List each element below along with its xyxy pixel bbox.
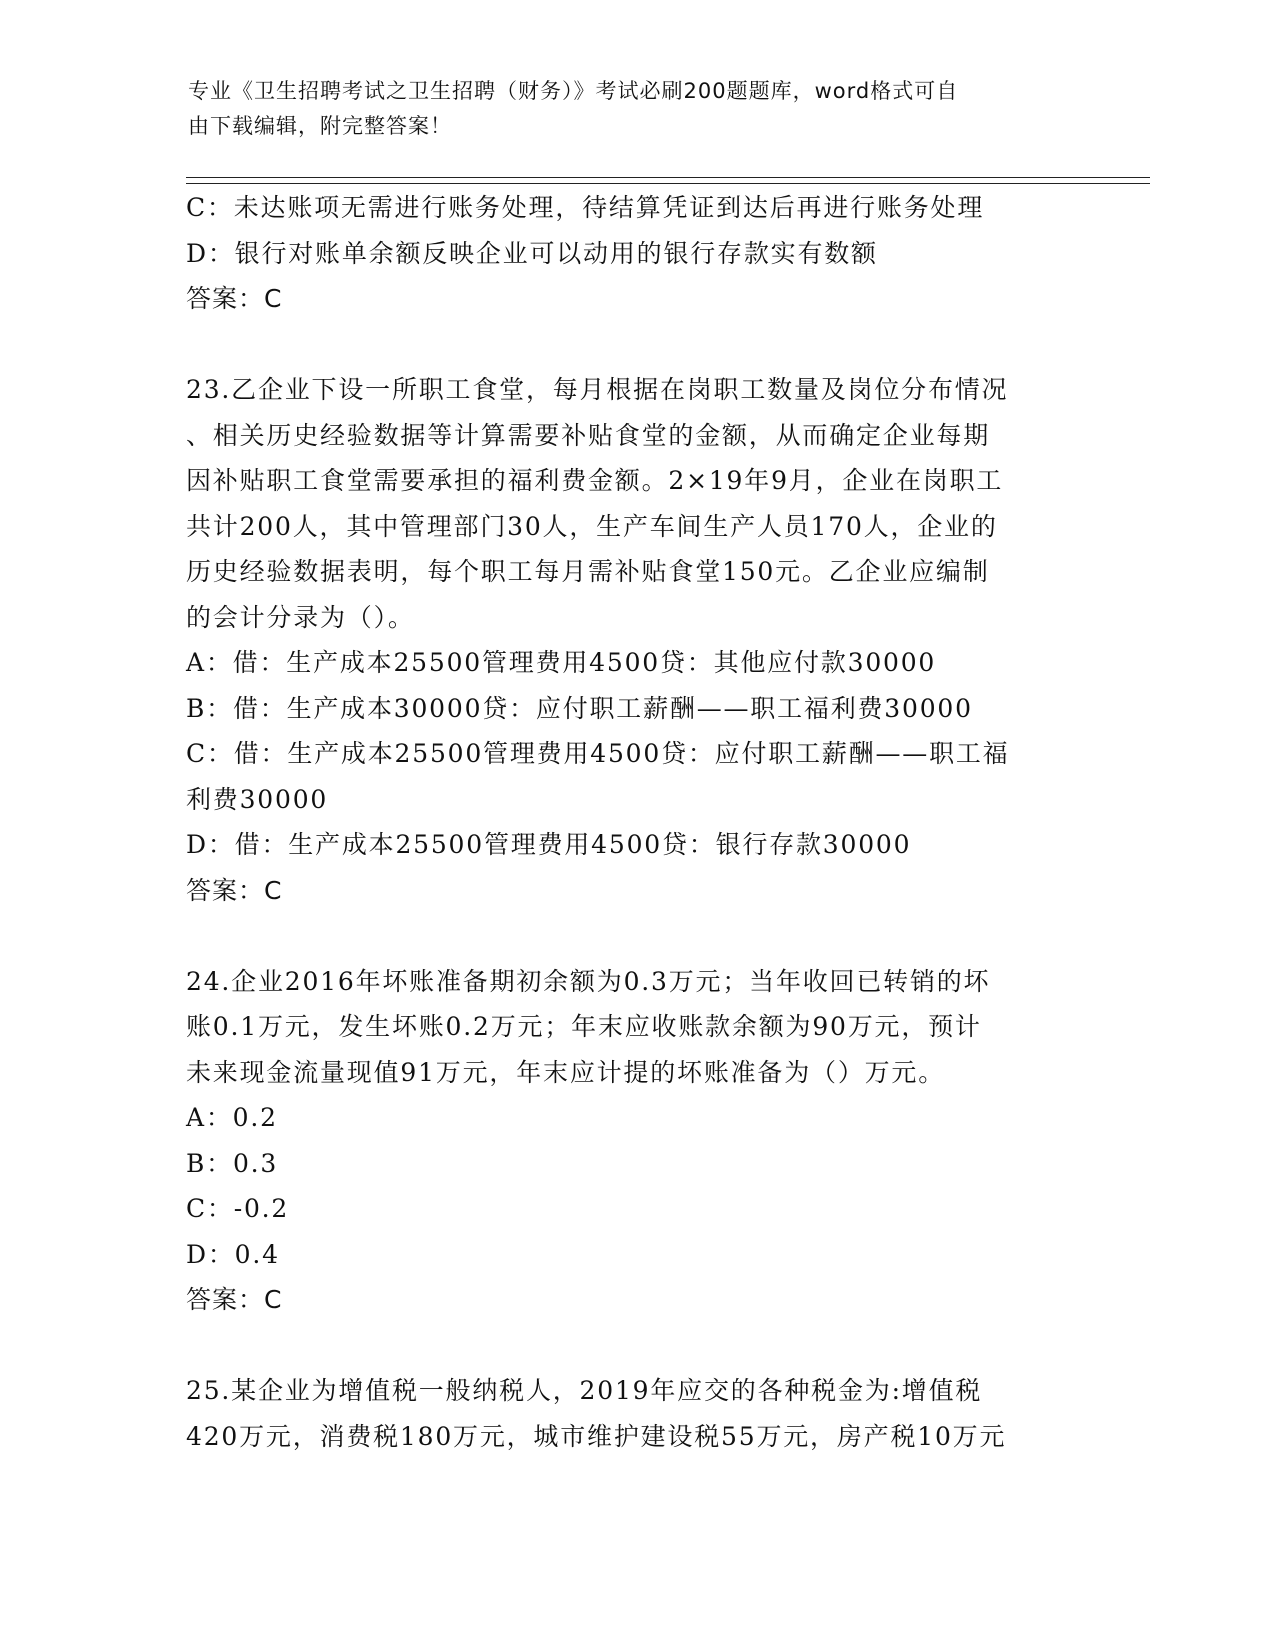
q24-option-d: D：0.4 <box>186 1239 280 1269</box>
header-divider-bottom <box>186 183 1150 184</box>
q23-option-b: B：借：生产成本30000贷：应付职工薪酬——职工福利费30000 <box>186 693 973 723</box>
q23-stem-line: 、相关历史经验数据等计算需要补贴食堂的金额，从而确定企业每期 <box>186 420 991 450</box>
q23-stem-line: 因补贴职工食堂需要承担的福利费金额。2×19年9月，企业在岗职工 <box>186 466 1004 495</box>
q23-stem-line: 共计200人，其中管理部门30人，生产车间生产人员170人，企业的 <box>186 511 998 541</box>
header-divider-top <box>186 177 1150 178</box>
q22-option-c: C：未达账项无需进行账务处理，待结算凭证到达后再进行账务处理 <box>186 193 985 222</box>
page-header: 专业《卫生招聘考试之卫生招聘（财务）》考试必刷200题题库，word格式可自 由下载编辑，附完整答案！ <box>188 79 959 138</box>
q24-option-a: A：0.2 <box>186 1103 278 1132</box>
q23-option-d: D：借：生产成本25500管理费用4500贷：银行存款30000 <box>186 830 912 859</box>
spacer <box>186 1323 1086 1369</box>
q22-answer: 答案：C <box>186 284 283 313</box>
q24-option-c: C：-0.2 <box>186 1194 290 1223</box>
q25-stem-line: 420万元，消费税180万元，城市维护建设税55万元，房产税10万元 <box>186 1421 1007 1451</box>
q23-option-c: C：借：生产成本25500管理费用4500贷：应付职工薪酬——职工福 <box>186 739 1010 768</box>
q25-stem-line: 25.某企业为增值税一般纳税人，2019年应交的各种税金为:增值税 <box>186 1376 983 1405</box>
spacer <box>186 913 1086 959</box>
q23-answer: 答案：C <box>186 875 283 905</box>
q24-stem-line: 未来现金流量现值91万元，年末应计提的坏账准备为（）万元。 <box>186 1057 946 1087</box>
q23-option-a: A：借：生产成本25500管理费用4500贷：其他应付款30000 <box>186 648 937 677</box>
q24-stem-line: 账0.1万元，发生坏账0.2万元；年末应收账款余额为90万元，预计 <box>186 1012 982 1041</box>
q23-stem-line: 23.乙企业下设一所职工食堂，每月根据在岗职工数量及岗位分布情况 <box>186 375 1009 404</box>
spacer <box>186 322 1086 368</box>
q22-option-d: D：银行对账单余额反映企业可以动用的银行存款实有数额 <box>186 238 878 268</box>
q24-stem-line: 24.企业2016年坏账准备期初余额为0.3万元；当年收回已转销的坏 <box>186 966 991 996</box>
q24-answer: 答案：C <box>186 1285 283 1314</box>
question-content <box>186 185 1086 1459</box>
q23-stem-line: 的会计分录为（）。 <box>186 602 415 632</box>
q24-option-b: B：0.3 <box>186 1148 279 1178</box>
q23-stem-line: 历史经验数据表明，每个职工每月需补贴食堂150元。乙企业应编制 <box>186 557 990 586</box>
q23-option-c-cont: 利费30000 <box>186 784 329 814</box>
